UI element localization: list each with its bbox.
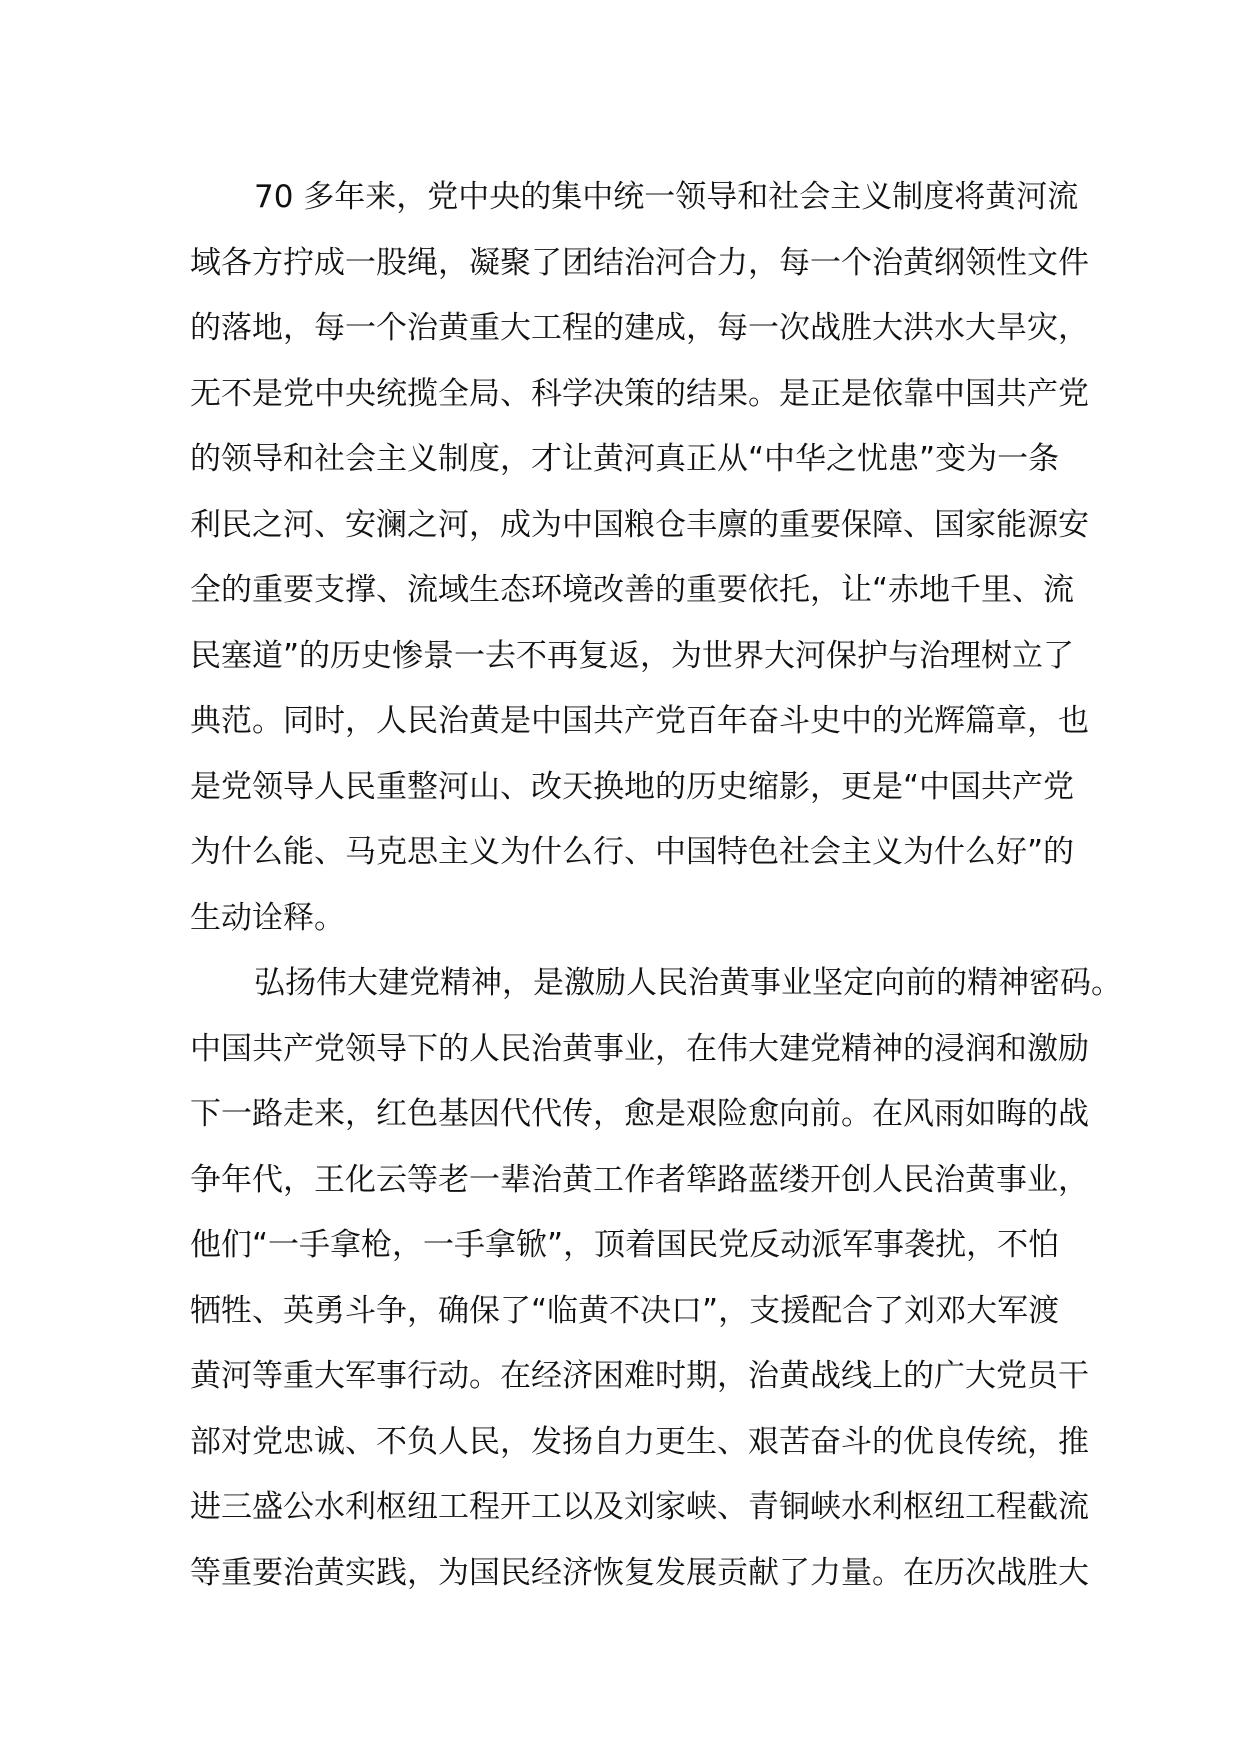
- text-line: 生动诠释。: [190, 899, 345, 936]
- text-line: 70 多年来，党中央的集中统一领导和社会主义制度将黄河流: [254, 179, 1079, 215]
- text-line: 进三盛公水利枢纽工程开工以及刘家峡、青铜峡水利枢纽工程截流: [190, 1489, 1089, 1525]
- text-line: 利民之河、安澜之河，成为中国粮仓丰廪的重要保障、国家能源安: [190, 506, 1089, 543]
- text-line: 弘扬伟大建党精神，是激励人民治黄事业坚定向前的精神密码。: [254, 965, 1122, 1001]
- text-line: 部对党忠诚、不负人民，发扬自力更生、艰苦奋斗的优良传统，推: [190, 1423, 1089, 1460]
- text-line: 的领导和社会主义制度，才让黄河真正从“中华之忧患”变为一条: [190, 441, 1060, 477]
- text-line: 中国共产党领导下的人民治黄事业，在伟大建党精神的浸润和激励: [190, 1030, 1089, 1067]
- text-line: 争年代，王化云等老一辈治黄工作者筚路蓝缕开创人民治黄事业，: [190, 1161, 1089, 1198]
- text-line: 为什么能、马克思主义为什么行、中国特色社会主义为什么好”的: [190, 834, 1075, 870]
- paragraph-1: [190, 165, 1089, 951]
- paragraph-2: [190, 951, 1122, 1606]
- text-line: 的落地，每一个治黄重大工程的建成，每一次战胜大洪水大旱灾，: [190, 310, 1089, 346]
- text-line: 无不是党中央统揽全局、科学决策的结果。是正是依靠中国共产党: [190, 375, 1089, 412]
- text-line: 域各方拧成一股绳，凝聚了团结治河合力，每一个治黄纲领性文件: [190, 244, 1089, 281]
- text-line: 他们“一手拿枪，一手拿锨”，顶着国民党反动派军事袭扰，不怕: [190, 1227, 1060, 1263]
- body-text: [190, 165, 1122, 1606]
- text-line: 是党领导人民重整河山、改天换地的历史缩影，更是“中国共产党: [190, 768, 1075, 805]
- text-line: 下一路走来，红色基因代代传，愈是艰险愈向前。在风雨如晦的战: [190, 1096, 1089, 1132]
- text-line: 牺牲、英勇斗争，确保了“临黄不决口”，支援配合了刘邓大军渡: [190, 1292, 1060, 1329]
- text-line: 黄河等重大军事行动。在经济困难时期，治黄战线上的广大党员干: [190, 1358, 1089, 1394]
- text-line: 民塞道”的历史惨景一去不再复返，为世界大河保护与治理树立了: [190, 637, 1075, 674]
- text-line: 典范。同时，人民治黄是中国共产党百年奋斗史中的光辉篇章，也: [190, 703, 1089, 739]
- text-line: 全的重要支撑、流域生态环境改善的重要依托，让“赤地千里、流: [190, 572, 1075, 608]
- text-line: 等重要治黄实践，为国民经济恢复发展贡献了力量。在历次战胜大: [190, 1554, 1089, 1591]
